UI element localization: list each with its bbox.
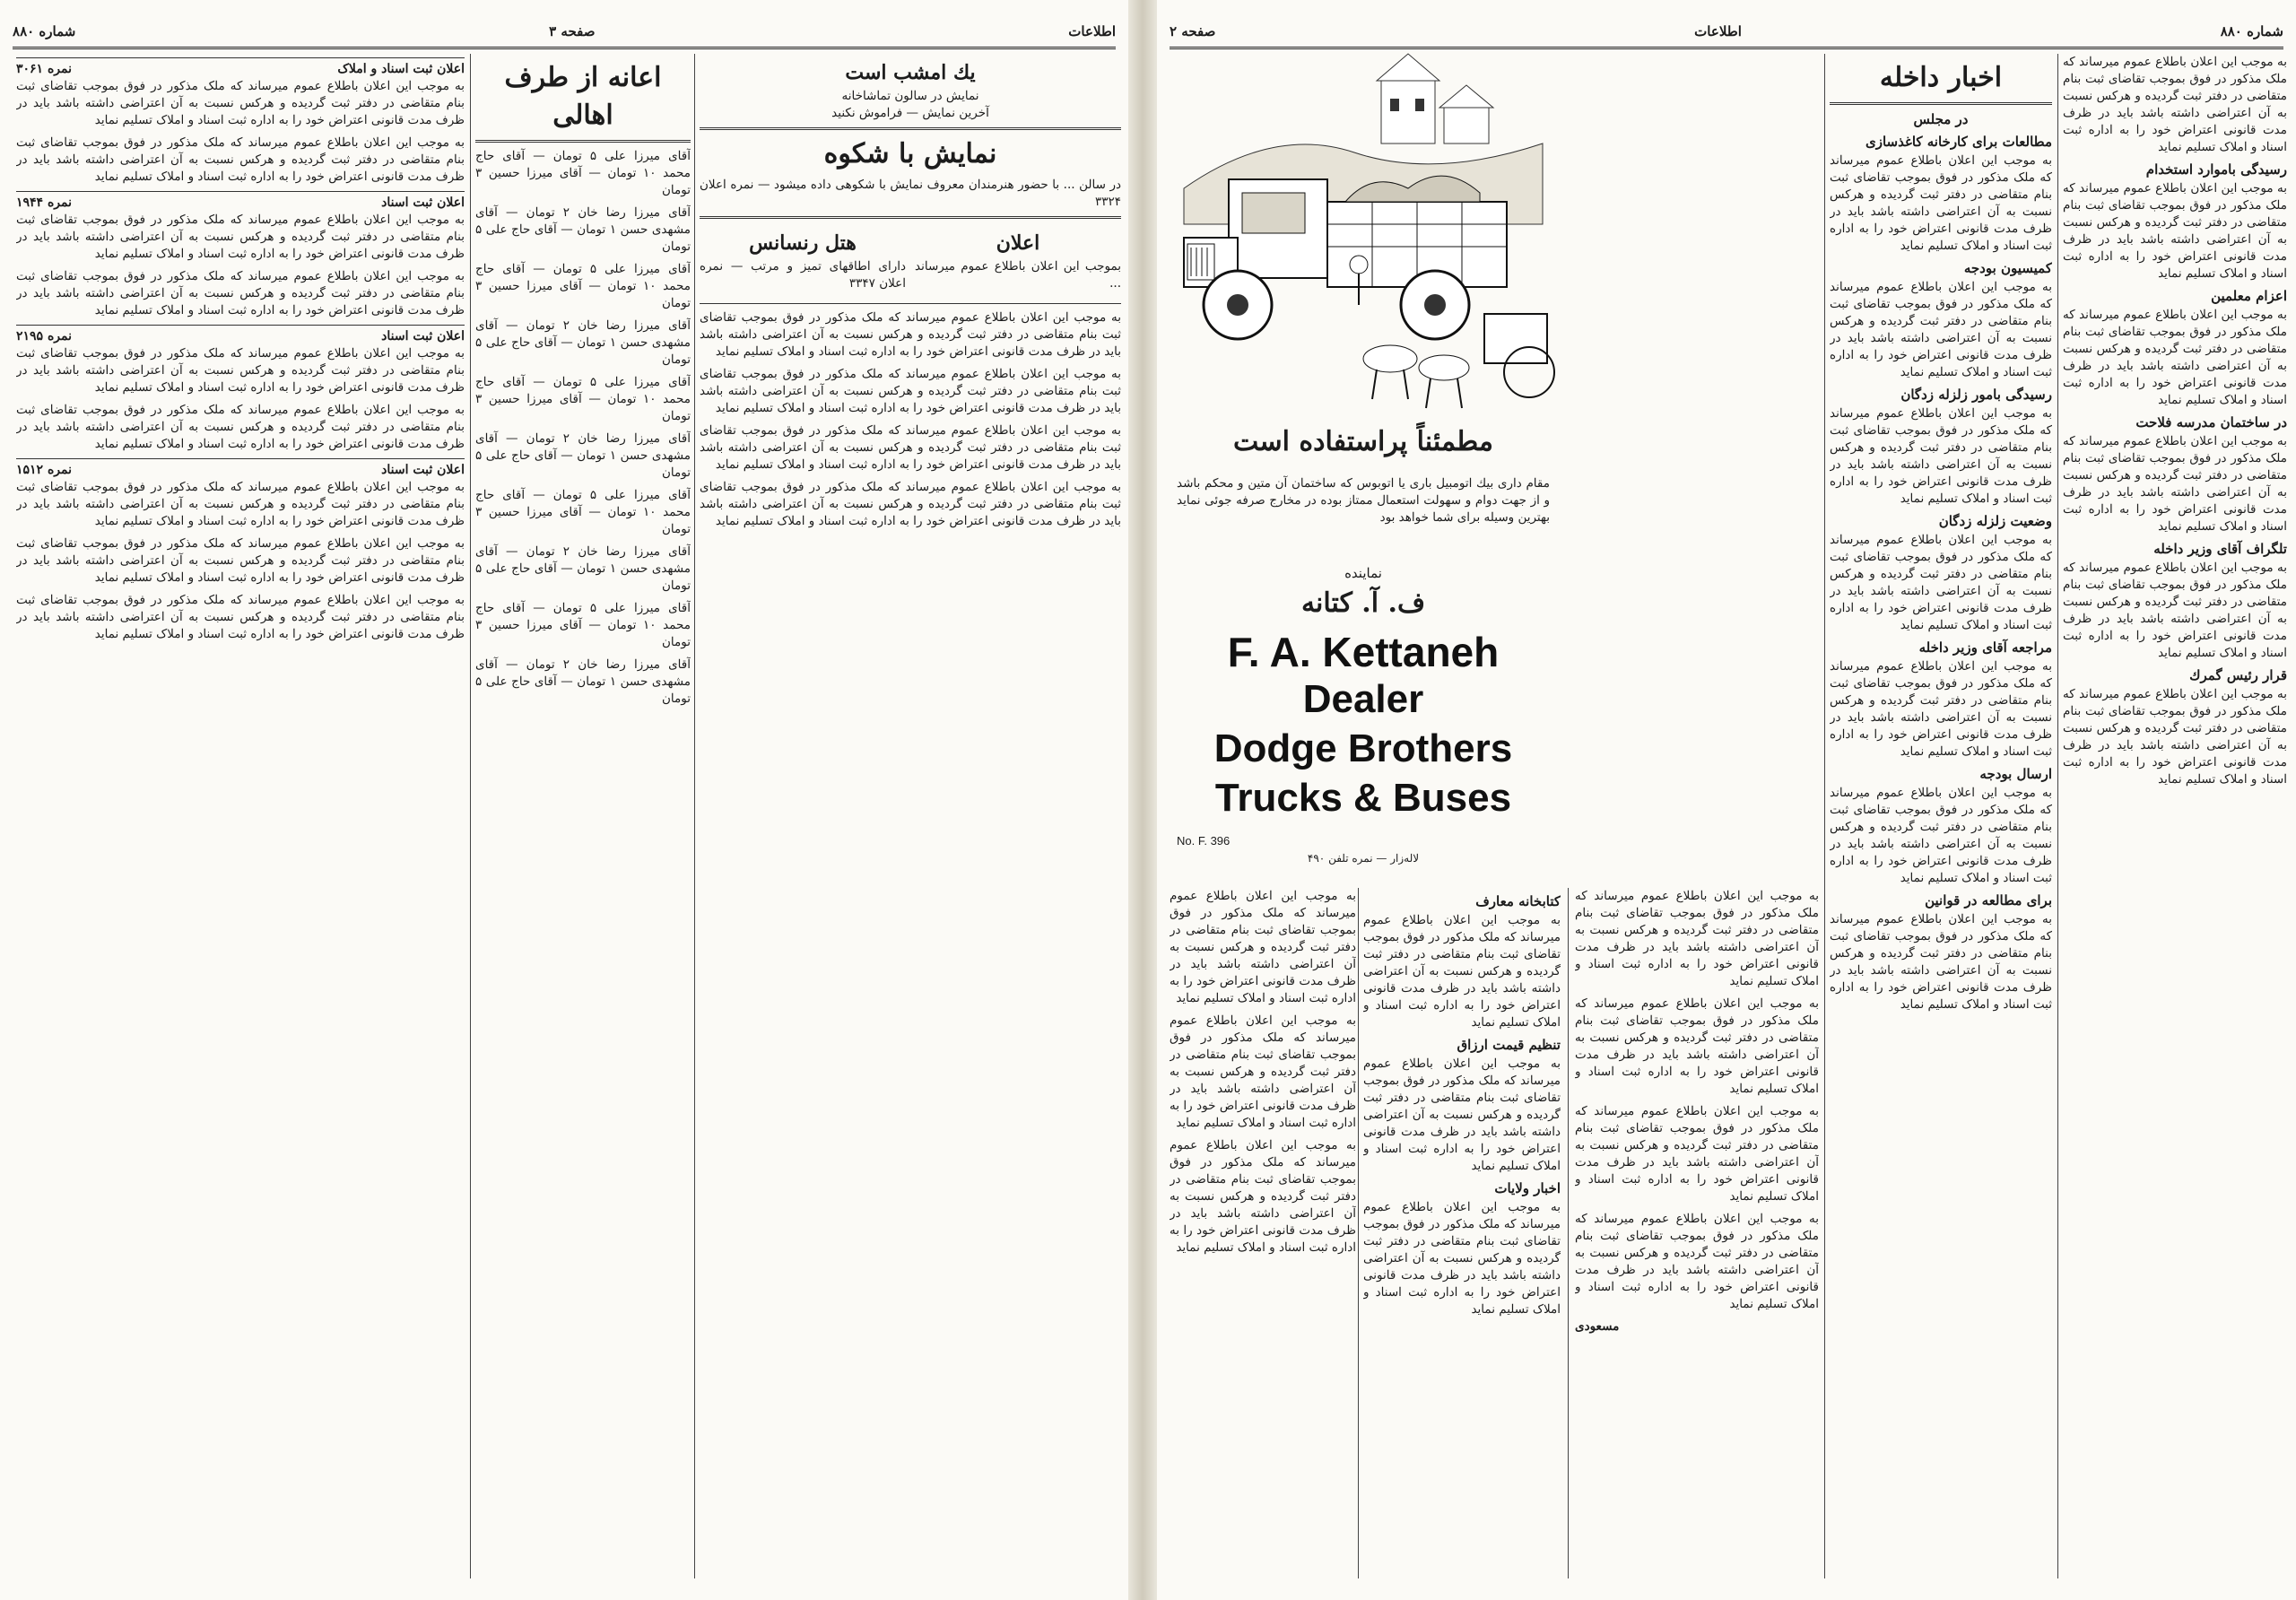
ahali-line-1: آقای میرزا علی ۵ تومان — آقای حاج محمد ۱۰ تومان — آقای میرزا حسین ۳ تومان: [475, 149, 691, 197]
c5-text-6: به موجب این اعلان باطلاع عموم میرساند که ملک مذکور در فوق بموجب تقاضای ثبت بنام متقاضی در دفتر ثبت گردیده و هرکس نسبت به آن اعتراضی داشته باشد باید در ظرف مدت قانونی اعتراض خود را به اداره ثبت اسناد و املاک تسلیم نماید: [2063, 687, 2287, 787]
notice-text-4: به موجب این اعلان باطلاع عموم میرساند که ملک مذکور در فوق بموجب تقاضای ثبت بنام متقاضی در دفتر ثبت گردیده و هرکس نسبت به آن اعتراضی داشته باشد باید در ظرف مدت قانونی اعتراض خود را به اداره ثبت اسناد و املاک تسلیم نماید: [16, 480, 465, 528]
ad-merchant-fa: ف. آ. کتانه: [1300, 587, 1426, 619]
column-five: [2063, 54, 2287, 1578]
ad-en-brand: Dodge Brothers: [1213, 726, 1513, 770]
domestic-sub-7: برای مطالعه در قوانین: [1925, 892, 2052, 909]
c5-text-1: به موجب این اعلان باطلاع عموم میرساند که ملک مذکور در فوق بموجب تقاضای ثبت بنام متقاضی در دفتر ثبت گردیده و هرکس نسبت به آن اعتراضی داشته باشد باید در ظرف مدت قانونی اعتراض خود را به اداره ثبت اسناد و املاک تسلیم نماید: [2063, 55, 2287, 154]
nightly-line-1: نمایش در سالون تماشاخانه: [841, 89, 979, 103]
contributions-column: [475, 54, 691, 1578]
column-two: [1170, 888, 1356, 1578]
notice-header-3: [16, 325, 465, 345]
c3-sub-1: کتابخانه معارف: [1475, 893, 1561, 909]
body-text: به موجب این اعلان باطلاع عموم میرساند که ملک مذکور در فوق بموجب تقاضای ثبت بنام متقاضی در دفتر ثبت گردیده و هرکس نسبت به آن اعتراضی داشته باشد باید در ظرف مدت قانونی اعتراض خود را به اداره ثبت اسناد و املاک تسلیم نماید: [700, 310, 1121, 359]
domestic-title: اخبار داخله: [1879, 62, 2003, 93]
c2-text-1: به موجب این اعلان باطلاع عموم میرساند که ملک مذکور در فوق بموجب تقاضای ثبت بنام متقاضی در دفتر ثبت گردیده و هرکس نسبت به آن اعتراضی داشته باشد باید در ظرف مدت قانونی اعتراض خود را به اداره ثبت اسناد و املاک تسلیم نماید: [1170, 889, 1356, 1005]
notice-text-2b: به موجب این اعلان باطلاع عموم میرساند که ملک مذکور در فوق بموجب تقاضای ثبت بنام متقاضی در دفتر ثبت گردیده و هرکس نسبت به آن اعتراضی داشته باشد باید در ظرف مدت قانونی اعتراض خود را به اداره ثبت اسناد و املاک تسلیم نماید: [16, 269, 465, 317]
folio-left: شماره ۸۸۰: [13, 23, 76, 39]
c3-text-3: به موجب این اعلان باطلاع عموم میرساند که ملک مذکور در فوق بموجب تقاضای ثبت بنام متقاضی در دفتر ثبت گردیده و هرکس نسبت به آن اعتراضی داشته باشد باید در ظرف مدت قانونی اعتراض خود را به اداره ثبت اسناد و املاک تسلیم نماید: [1363, 1200, 1561, 1317]
ahali-line-7: آقای میرزا علی ۵ تومان — آقای حاج محمد ۱۰ تومان — آقای میرزا حسین ۳ تومان: [475, 488, 691, 536]
ahali-line-5: آقای میرزا علی ۵ تومان — آقای حاج محمد ۱۰ تومان — آقای میرزا حسین ۳ تومان: [475, 375, 691, 423]
notice-text-1b: به موجب این اعلان باطلاع عموم میرساند که ملک مذکور در فوق بموجب تقاضای ثبت بنام متقاضی در دفتر ثبت گردیده و هرکس نسبت به آن اعتراضی داشته باشد باید در ظرف مدت قانونی اعتراض خود را به اداره ثبت اسناد و املاک تسلیم نماید: [16, 135, 465, 184]
ahali-line-9: آقای میرزا علی ۵ تومان — آقای حاج محمد ۱۰ تومان — آقای میرزا حسین ۳ تومان: [475, 601, 691, 649]
domestic-section: در مجلس: [1913, 111, 1969, 127]
hotel-title: هتل رنسانس: [749, 231, 857, 255]
c5-sub-1: رسیدگی باموارد استخدام: [2145, 161, 2287, 178]
c4-text-2: به موجب این اعلان باطلاع عموم میرساند که ملک مذکور در فوق بموجب تقاضای ثبت بنام متقاضی در دفتر ثبت گردیده و هرکس نسبت به آن اعتراضی داشته باشد باید در ظرف مدت قانونی اعتراض خود را به اداره ثبت اسناد و املاک تسلیم نماید: [1575, 996, 1819, 1096]
domestic-sub-1: مطالعات برای کارخانه کاغذسازی: [1865, 134, 2052, 150]
notice-label-4: اعلان ثبت اسناد: [381, 463, 465, 477]
dodge-advertisement: [1166, 45, 1561, 874]
notice-text-3: به موجب این اعلان باطلاع عموم میرساند که ملک مذکور در فوق بموجب تقاضای ثبت بنام متقاضی در دفتر ثبت گردیده و هرکس نسبت به آن اعتراضی داشته باشد باید در ظرف مدت قانونی اعتراض خود را به اداره ثبت اسناد و املاک تسلیم نماید: [16, 346, 465, 395]
folio-right-2: شماره ۸۸۰: [2220, 23, 2283, 39]
domestic-text-3: به موجب این اعلان باطلاع عموم میرساند که ملک مذکور در فوق بموجب تقاضای ثبت بنام متقاضی در دفتر ثبت گردیده و هرکس نسبت به آن اعتراضی داشته باشد باید در ظرف مدت قانونی اعتراض خود را به اداره ثبت اسناد و املاک تسلیم نماید: [1830, 406, 2052, 506]
domestic-sub-6: ارسال بودجه: [1979, 766, 2052, 782]
c3-text-1: به موجب این اعلان باطلاع عموم میرساند که ملک مذکور در فوق بموجب تقاضای ثبت بنام متقاضی در دفتر ثبت گردیده و هرکس نسبت به آن اعتراضی داشته باشد باید در ظرف مدت قانونی اعتراض خود را به اداره ثبت اسناد و املاک تسلیم نماید: [1363, 913, 1561, 1030]
c5-sub-4: تلگراف آقای وزیر داخله: [2153, 541, 2287, 557]
ad-slogan: مطمئناً پراستفاده است: [1233, 426, 1493, 457]
notice-text-2: به موجب این اعلان باطلاع عموم میرساند که ملک مذکور در فوق بموجب تقاضای ثبت بنام متقاضی در دفتر ثبت گردیده و هرکس نسبت به آن اعتراضی داشته باشد باید در ظرف مدت قانونی اعتراض خود را به اداره ثبت اسناد و املاک تسلیم نماید: [16, 213, 465, 261]
c2-text-3: به موجب این اعلان باطلاع عموم میرساند که ملک مذکور در فوق بموجب تقاضای ثبت بنام متقاضی در دفتر ثبت گردیده و هرکس نسبت به آن اعتراضی داشته باشد باید در ظرف مدت قانونی اعتراض خود را به اداره ثبت اسناد و املاک تسلیم نماید: [1170, 1138, 1356, 1255]
entertainment-column: [700, 54, 1121, 1578]
truck-illustration: [1166, 45, 1561, 422]
notice-label-1: اعلان ثبت اسناد و املاک: [337, 62, 465, 76]
domestic-text-6: به موجب این اعلان باطلاع عموم میرساند که ملک مذکور در فوق بموجب تقاضای ثبت بنام متقاضی در دفتر ثبت گردیده و هرکس نسبت به آن اعتراضی داشته باشد باید در ظرف مدت قانونی اعتراض خود را به اداره ثبت اسناد و املاک تسلیم نماید: [1830, 786, 2052, 885]
ad-en-dealer: Dealer: [1302, 677, 1424, 721]
c3-sub-2: تنظیم قیمت ارزاق: [1457, 1037, 1561, 1053]
elan-title: اعلان: [996, 231, 1040, 255]
ahali-line-4: آقای میرزا رضا خان ۲ تومان — آقای مشهدی حسن ۱ تومان — آقای حاج علی ۵ تومان: [475, 318, 691, 367]
c5-sub-2: اعزام معلمین: [2211, 288, 2287, 304]
ahali-line-2: آقای میرزا رضا خان ۲ تومان — آقای مشهدی حسن ۱ تومان — آقای حاج علی ۵ تومان: [475, 205, 691, 254]
ahali-line-6: آقای میرزا رضا خان ۲ تومان — آقای مشهدی حسن ۱ تومان — آقای حاج علی ۵ تومان: [475, 431, 691, 480]
folio-center: صفحه ۳: [549, 23, 596, 39]
ad-en-name: F. A. Kettaneh: [1227, 629, 1500, 675]
folio-center-2: اطلاعات: [1694, 23, 1742, 39]
c5-sub-3: در ساختمان مدرسه فلاحت: [2135, 414, 2287, 430]
page-three: [0, 0, 1128, 1600]
c5-text-3: به موجب این اعلان باطلاع عموم میرساند که ملک مذکور در فوق بموجب تقاضای ثبت بنام متقاضی در دفتر ثبت گردیده و هرکس نسبت به آن اعتراضی داشته باشد باید در ظرف مدت قانونی اعتراض خود را به اداره ثبت اسناد و املاک تسلیم نماید: [2063, 308, 2287, 407]
c5-text-2: به موجب این اعلان باطلاع عموم میرساند که ملک مذکور در فوق بموجب تقاضای ثبت بنام متقاضی در دفتر ثبت گردیده و هرکس نسبت به آن اعتراضی داشته باشد باید در ظرف مدت قانونی اعتراض خود را به اداره ثبت اسناد و املاک تسلیم نماید: [2063, 181, 2287, 281]
notice-header-4: [16, 458, 465, 479]
notices-column: [16, 54, 465, 1578]
ad-footer: لاله‌زار — نمره تلفن ۴۹۰: [1307, 852, 1420, 865]
domestic-sub-5: مراجعه آقای وزیر داخله: [1918, 639, 2052, 656]
body-text-repeat-2: به موجب این اعلان باطلاع عموم میرساند که ملک مذکور در فوق بموجب تقاضای ثبت بنام متقاضی در دفتر ثبت گردیده و هرکس نسبت به آن اعتراضی داشته باشد باید در ظرف مدت قانونی اعتراض خود را به اداره ثبت اسناد و املاک تسلیم نماید: [700, 423, 1121, 472]
notice-no-2: نمره ۱۹۴۴: [16, 196, 73, 210]
c5-text-4: به موجب این اعلان باطلاع عموم میرساند که ملک مذکور در فوق بموجب تقاضای ثبت بنام متقاضی در دفتر ثبت گردیده و هرکس نسبت به آن اعتراضی داشته باشد باید در ظرف مدت قانونی اعتراض خود را به اداره ثبت اسناد و املاک تسلیم نماید: [2063, 434, 2287, 534]
domestic-text-5: به موجب این اعلان باطلاع عموم میرساند که ملک مذکور در فوق بموجب تقاضای ثبت بنام متقاضی در دفتر ثبت گردیده و هرکس نسبت به آن اعتراضی داشته باشد باید در ظرف مدت قانونی اعتراض خود را به اداره ثبت اسناد و املاک تسلیم نماید: [1830, 659, 2052, 759]
notice-no-3: نمره ۲۱۹۵: [16, 329, 73, 343]
domestic-sub-4: وضعیت زلزله زدگان: [1938, 513, 2052, 529]
body-text-repeat-1: به موجب این اعلان باطلاع عموم میرساند که ملک مذکور در فوق بموجب تقاضای ثبت بنام متقاضی در دفتر ثبت گردیده و هرکس نسبت به آن اعتراضی داشته باشد باید در ظرف مدت قانونی اعتراض خود را به اداره ثبت اسناد و املاک تسلیم نماید: [700, 367, 1121, 415]
c3-text-2: به موجب این اعلان باطلاع عموم میرساند که ملک مذکور در فوق بموجب تقاضای ثبت بنام متقاضی در دفتر ثبت گردیده و هرکس نسبت به آن اعتراضی داشته باشد باید در ظرف مدت قانونی اعتراض خود را به اداره ثبت اسناد و املاک تسلیم نماید: [1363, 1057, 1561, 1173]
domestic-text-1: به موجب این اعلان باطلاع عموم میرساند که ملک مذکور در فوق بموجب تقاضای ثبت بنام متقاضی در دفتر ثبت گردیده و هرکس نسبت به آن اعتراضی داشته باشد باید در ظرف مدت قانونی اعتراض خود را به اداره ثبت اسناد و املاک تسلیم نماید: [1830, 153, 2052, 253]
notice-header-2: [16, 191, 465, 212]
c2-text-2: به موجب این اعلان باطلاع عموم میرساند که ملک مذکور در فوق بموجب تقاضای ثبت بنام متقاضی در دفتر ثبت گردیده و هرکس نسبت به آن اعتراضی داشته باشد باید در ظرف مدت قانونی اعتراض خود را به اداره ثبت اسناد و املاک تسلیم نماید: [1170, 1013, 1356, 1130]
c3-sub-3: اخبار ولایات: [1494, 1180, 1561, 1196]
domestic-text-2: به موجب این اعلان باطلاع عموم میرساند که ملک مذکور در فوق بموجب تقاضای ثبت بنام متقاضی در دفتر ثبت گردیده و هرکس نسبت به آن اعتراضی داشته باشد باید در ظرف مدت قانونی اعتراض خود را به اداره ثبت اسناد و املاک تسلیم نماید: [1830, 280, 2052, 379]
body-text-repeat-3: به موجب این اعلان باطلاع عموم میرساند که ملک مذکور در فوق بموجب تقاضای ثبت بنام متقاضی در دفتر ثبت گردیده و هرکس نسبت به آن اعتراضی داشته باشد باید در ظرف مدت قانونی اعتراض خود را به اداره ثبت اسناد و املاک تسلیم نماید: [700, 480, 1121, 528]
notice-text-1: به موجب این اعلان باطلاع عموم میرساند که ملک مذکور در فوق بموجب تقاضای ثبت بنام متقاضی در دفتر ثبت گردیده و هرکس نسبت به آن اعتراضی داشته باشد باید در ظرف مدت قانونی اعتراض خود را به اداره ثبت اسناد و املاک تسلیم نماید: [16, 79, 465, 127]
folio-right: اطلاعات: [1068, 23, 1116, 39]
notice-text-4c: به موجب این اعلان باطلاع عموم میرساند که ملک مذکور در فوق بموجب تقاضای ثبت بنام متقاضی در دفتر ثبت گردیده و هرکس نسبت به آن اعتراضی داشته باشد باید در ظرف مدت قانونی اعتراض خود را به اداره ثبت اسناد و املاک تسلیم نماید: [16, 593, 465, 641]
notice-no-4: نمره ۱۵۱۲: [16, 463, 73, 477]
c4-text-4: به موجب این اعلان باطلاع عموم میرساند که ملک مذکور در فوق بموجب تقاضای ثبت بنام متقاضی در دفتر ثبت گردیده و هرکس نسبت به آن اعتراضی داشته باشد باید در ظرف مدت قانونی اعتراض خود را به اداره ثبت اسناد و املاک تسلیم نماید: [1575, 1212, 1819, 1311]
ahali-title: اعانه از طرف اهالی: [504, 62, 662, 131]
notice-label-2: اعلان ثبت اسناد: [381, 196, 465, 210]
namayesh-title: نمایش با شکوه: [823, 138, 997, 170]
domestic-sub-3: رسیدگی بامور زلزله زدگان: [1900, 387, 2052, 403]
page-gutter: [1128, 0, 1157, 1600]
namayesh-text: در سالن ... با حضور هنرمندان معروف نمایش با شکوهی داده میشود — نمره اعلان ۳۳۲۴: [700, 178, 1121, 209]
ad-body: مقام داری بیك اتومبیل باری یا اتوبوس که ساختمان آن متین و محکم باشد و از جهت دوام و سهولت استعمال ممتاز بوده در مخارج صرفه جوئی نماید بهترین وسیله برای شما خواهد بود: [1177, 476, 1550, 525]
folio-left-2: صفحه ۲: [1170, 23, 1216, 39]
ahali-line-3: آقای میرزا علی ۵ تومان — آقای حاج محمد ۱۰ تومان — آقای میرزا حسین ۳ تومان: [475, 262, 691, 310]
domestic-text-7: به موجب این اعلان باطلاع عموم میرساند که ملک مذکور در فوق بموجب تقاضای ثبت بنام متقاضی در دفتر ثبت گردیده و هرکس نسبت به آن اعتراضی داشته باشد باید در ظرف مدت قانونی اعتراض خود را به اداره ثبت اسناد و املاک تسلیم نماید: [1830, 912, 2052, 1012]
page-folio-right: [1170, 20, 2283, 43]
c5-text-5: به موجب این اعلان باطلاع عموم میرساند که ملک مذکور در فوق بموجب تقاضای ثبت بنام متقاضی در دفتر ثبت گردیده و هرکس نسبت به آن اعتراضی داشته باشد باید در ظرف مدت قانونی اعتراض خود را به اداره ثبت اسناد و املاک تسلیم نماید: [2063, 561, 2287, 660]
domestic-text-4: به موجب این اعلان باطلاع عموم میرساند که ملک مذکور در فوق بموجب تقاضای ثبت بنام متقاضی در دفتر ثبت گردیده و هرکس نسبت به آن اعتراضی داشته باشد باید در ظرف مدت قانونی اعتراض خود را به اداره ثبت اسناد و املاک تسلیم نماید: [1830, 533, 2052, 632]
column-four: [1575, 888, 1819, 1578]
notice-text-3b: به موجب این اعلان باطلاع عموم میرساند که ملک مذکور در فوق بموجب تقاضای ثبت بنام متقاضی در دفتر ثبت گردیده و هرکس نسبت به آن اعتراضی داشته باشد باید در ظرف مدت قانونی اعتراض خود را به اداره ثبت اسناد و املاک تسلیم نماید: [16, 403, 465, 451]
notice-header-1: [16, 57, 465, 78]
elan-text: بموجب این اعلان باطلاع عموم میرساند ...: [915, 259, 1121, 291]
notice-label-3: اعلان ثبت اسناد: [381, 329, 465, 343]
notice-text-4b: به موجب این اعلان باطلاع عموم میرساند که ملک مذکور در فوق بموجب تقاضای ثبت بنام متقاضی در دفتر ثبت گردیده و هرکس نسبت به آن اعتراضی داشته باشد باید در ظرف مدت قانونی اعتراض خود را به اداره ثبت اسناد و املاک تسلیم نماید: [16, 536, 465, 585]
signature: مسعودی: [1575, 1319, 1620, 1334]
c5-sub-5: قرار رئیس گمرك: [2189, 667, 2287, 683]
ahali-line-8: آقای میرزا رضا خان ۲ تومان — آقای مشهدی حسن ۱ تومان — آقای حاج علی ۵ تومان: [475, 544, 691, 593]
nightly-line-2: آخرین نمایش — فراموش نکنید: [831, 106, 989, 120]
ad-en-products: Trucks & Buses: [1214, 776, 1512, 820]
nightly-title: یك امشب است: [845, 61, 976, 84]
hotel-text: دارای اطاقهای تمیز و مرتب — نمره اعلان ۳۳۴۷: [700, 259, 906, 291]
c4-text-1: به موجب این اعلان باطلاع عموم میرساند که ملک مذکور در فوق بموجب تقاضای ثبت بنام متقاضی در دفتر ثبت گردیده و هرکس نسبت به آن اعتراضی داشته باشد باید در ظرف مدت قانونی اعتراض خود را به اداره ثبت اسناد و املاک تسلیم نماید: [1575, 889, 1819, 988]
c4-text-3: به موجب این اعلان باطلاع عموم میرساند که ملک مذکور در فوق بموجب تقاضای ثبت بنام متقاضی در دفتر ثبت گردیده و هرکس نسبت به آن اعتراضی داشته باشد باید در ظرف مدت قانونی اعتراض خود را به اداره ثبت اسناد و املاک تسلیم نماید: [1575, 1104, 1819, 1204]
ad-ref-no: No. F. 396: [1177, 834, 1231, 848]
domestic-news-column: [1830, 54, 2052, 1578]
ahali-line-10: آقای میرزا رضا خان ۲ تومان — آقای مشهدی حسن ۱ تومان — آقای حاج علی ۵ تومان: [475, 657, 691, 706]
ad-rep-label: نماینده: [1344, 565, 1382, 581]
notice-no-1: نمره ۳۰۶۱: [16, 62, 73, 76]
page-folio: [13, 20, 1116, 43]
column-three: [1363, 888, 1561, 1578]
domestic-sub-2: کمیسیون بودجه: [1963, 260, 2052, 276]
